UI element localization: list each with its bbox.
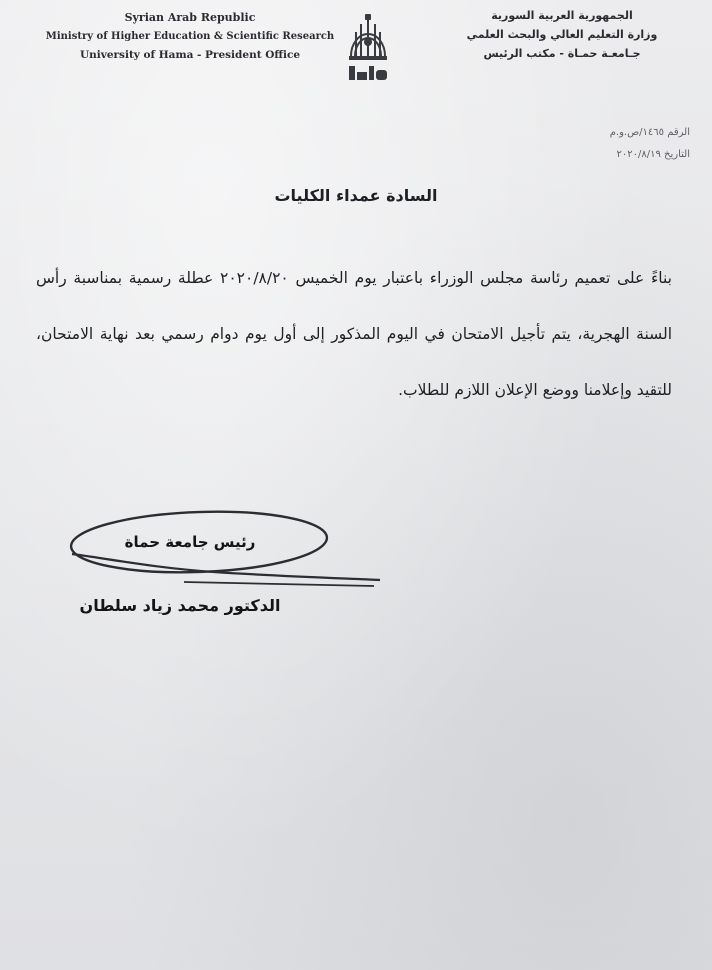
reference-number-row bbox=[520, 122, 690, 144]
reference-date-row bbox=[520, 144, 690, 166]
university-logo-icon bbox=[343, 12, 393, 88]
letterhead-ministry-arabic: وزارة التعليم العالي والبحث العلمي bbox=[466, 28, 658, 41]
letterhead-arabic bbox=[442, 6, 682, 63]
signatory-name: الدكتور محمد زياد سلطان bbox=[79, 596, 281, 615]
letter-body: بناءً على تعميم رئاسة مجلس الوزراء باعتبار يوم الخميس ٢٠٢٠/٨/٢٠ عطلة رسمية بمناسبة رأس السنة الهجرية، يتم تأجيل الامتحان في اليوم المذكور إلى أول يوم دوام رسمي بعد نهاية الامتحان، للتقيد وإعلامنا ووضع الإعلان اللازم للطلاب. bbox=[36, 269, 672, 399]
reference-block bbox=[520, 122, 690, 166]
letterhead-country-arabic: الجمهورية العربية السورية bbox=[491, 9, 633, 22]
addressee-heading: السادة عمداء الكليات bbox=[274, 186, 438, 205]
letterhead-office: University of Hama - President Office bbox=[79, 49, 301, 61]
letterhead-country: Syrian Arab Republic bbox=[124, 11, 256, 24]
reference-date-label: التاريخ bbox=[664, 149, 690, 160]
letterhead-office-arabic: جـامعـة حمـاة - مكتب الرئيس bbox=[483, 47, 641, 60]
signatory-title: رئيس جامعة حماة bbox=[124, 533, 256, 551]
reference-date-value: ٢٠٢٠/٨/١٩ bbox=[616, 149, 661, 160]
reference-number-value: ١٤٦٥/ص.و.م bbox=[609, 127, 665, 138]
letterhead-english bbox=[40, 8, 340, 65]
reference-number-label: الرقم bbox=[667, 127, 690, 138]
letterhead-ministry: Ministry of Higher Education & Scientific Research bbox=[45, 31, 335, 42]
signature-oval-icon bbox=[64, 508, 384, 598]
